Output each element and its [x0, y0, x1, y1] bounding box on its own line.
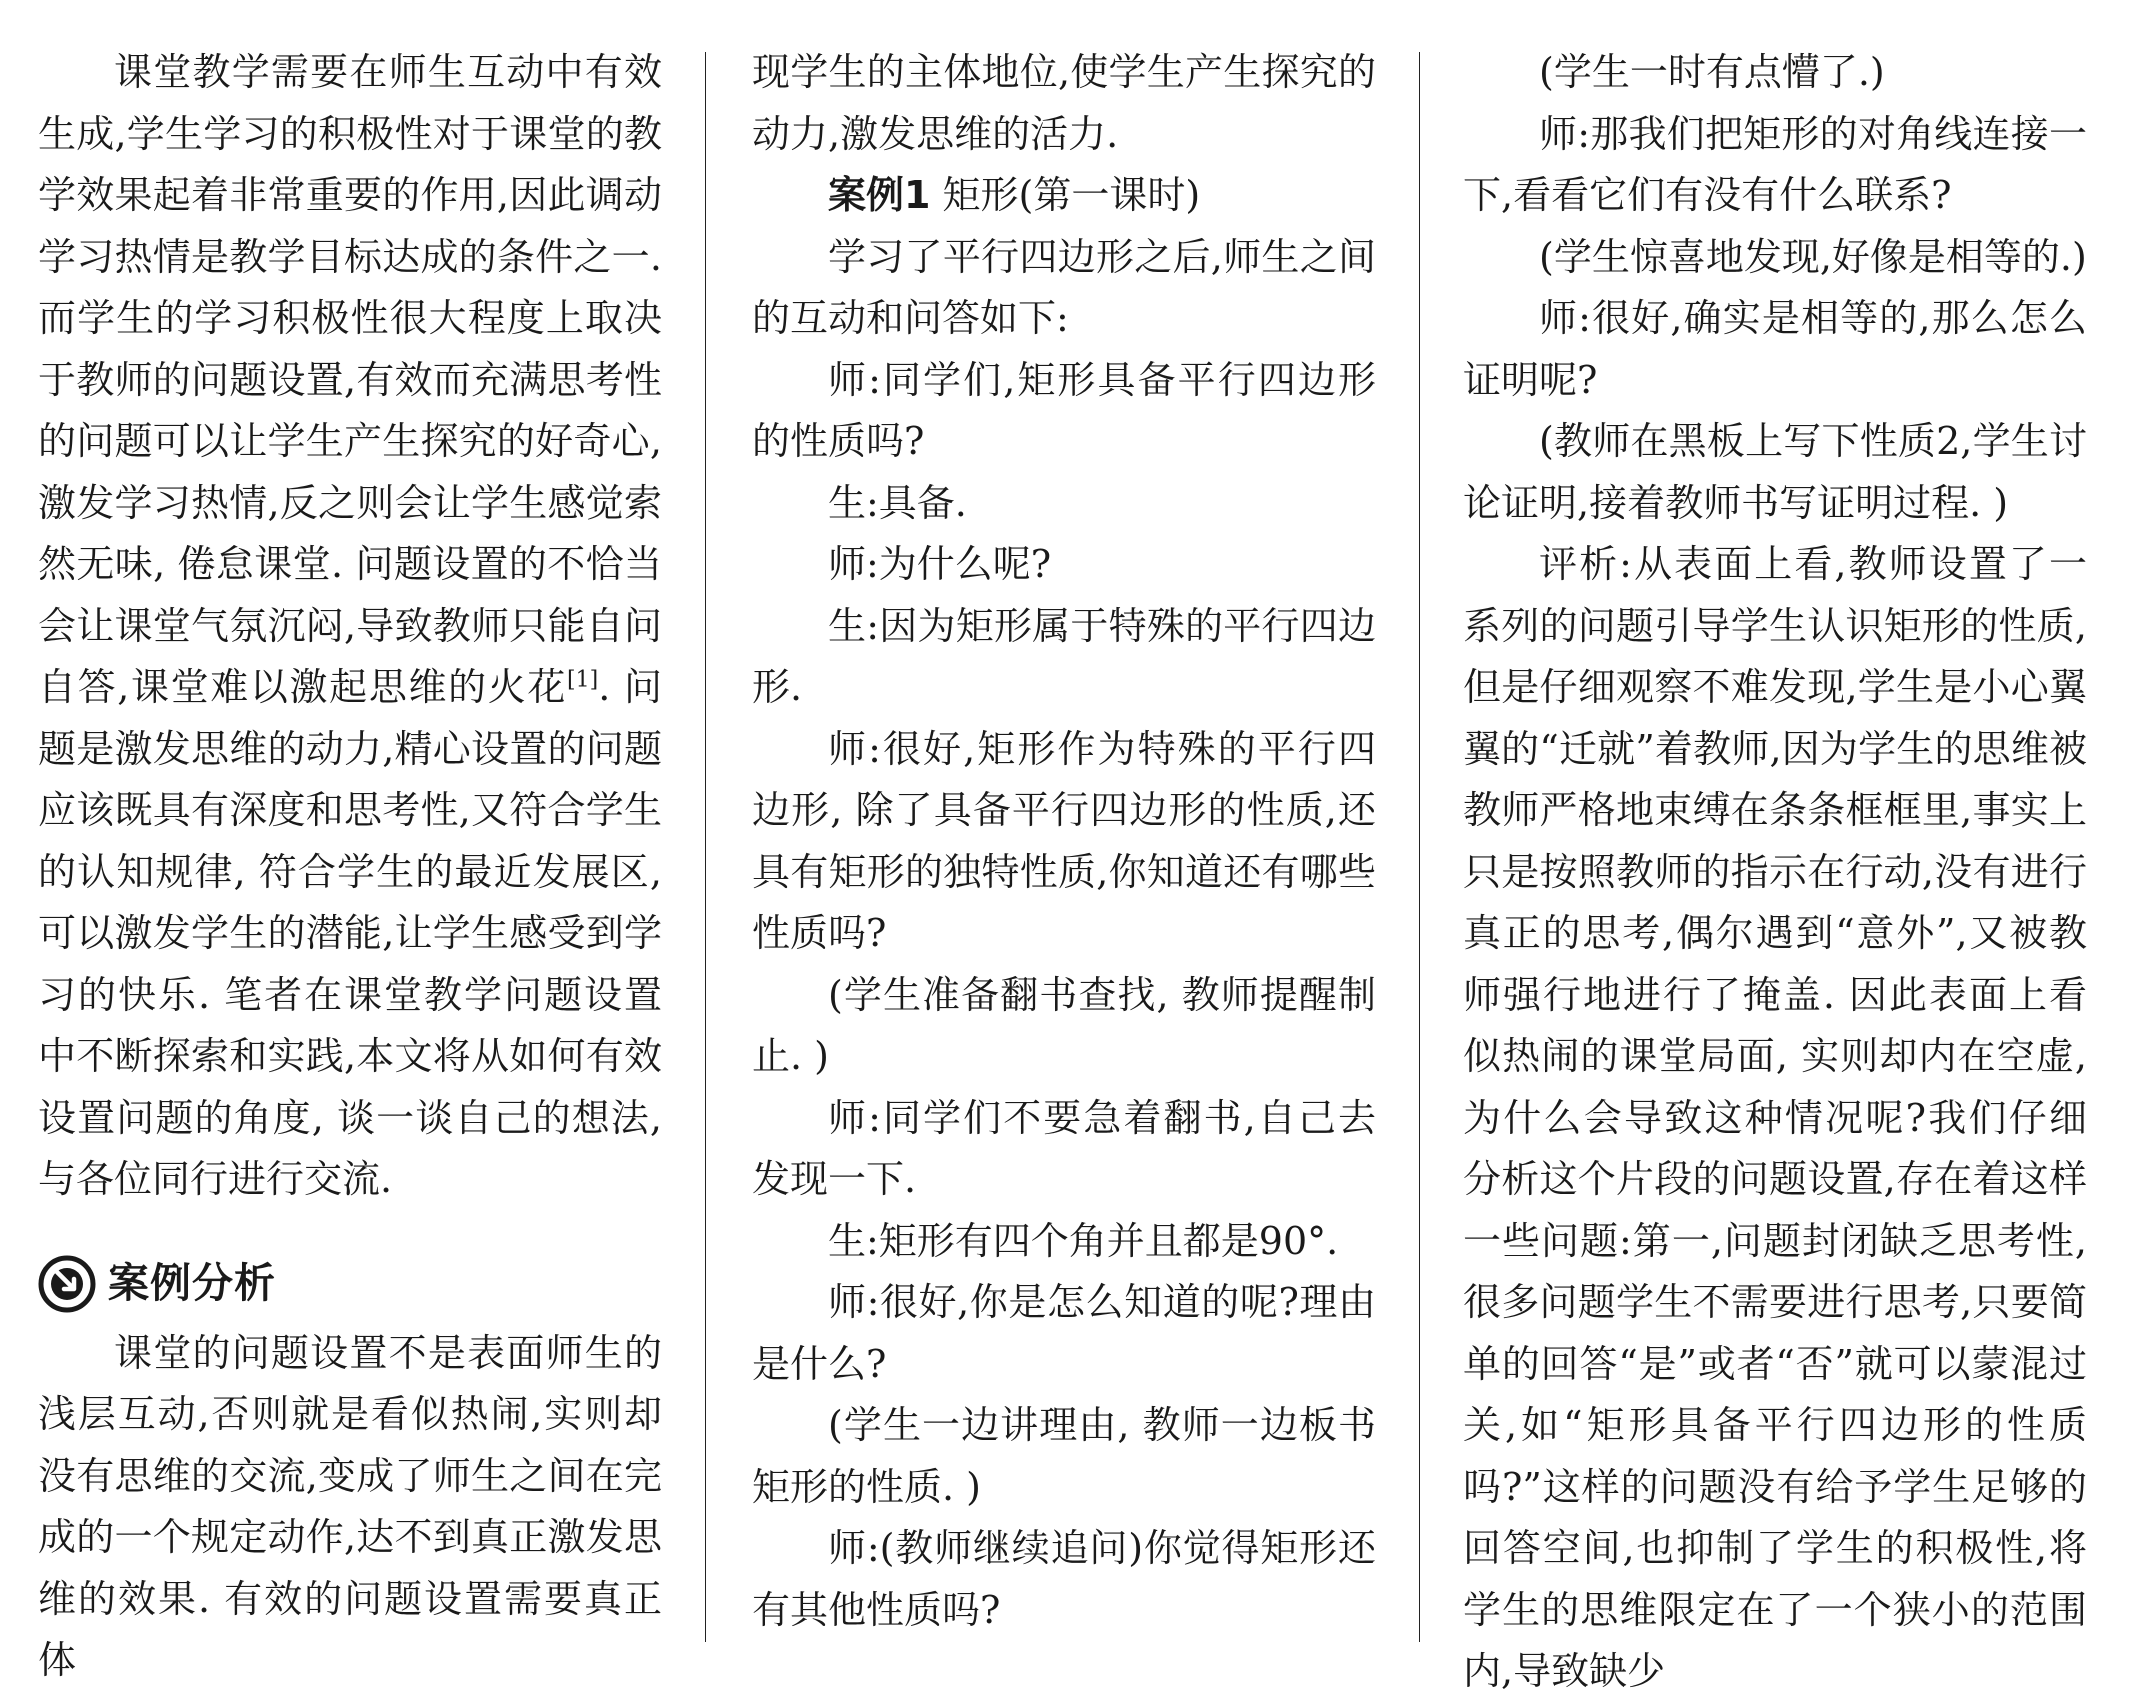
dialogue-line: 师:同学们,矩形具备平行四边形的性质吗?	[752, 357, 1376, 463]
dialogue-line: 生:矩形有四个角并且都是90°.	[828, 1218, 1339, 1263]
column-divider-1	[705, 52, 706, 1642]
dialogue-line: 学习了平行四边形之后,师生之间的互动和问答如下:	[752, 234, 1376, 340]
section-paragraph: 课堂的问题设置不是表面师生的浅层互动,否则就是看似热闹,实则却没有思维的交流,变成了师生之间在完成的一个规定动作,达不到真正激发思维的效果. 有效的问题设置需要真正体	[38, 1330, 662, 1682]
dialogue-line: (学生准备翻书查找, 教师提醒制止. )	[752, 972, 1376, 1078]
dialogue-line: (学生惊喜地发现,好像是相等的.)	[1539, 234, 2087, 279]
intro-text-a: 课堂教学需要在师生互动中有效生成,学生学习的积极性对于课堂的教学效果起着非常重要的作用,因此调动学习热情是教学目标达成的条件之一.而学生的学习积极性很大程度上取决于教师的问题设置,有效而充满思考性的问题可以让学生产生探究的好奇心,激发学习热情,反之则会让学生感觉索然无味, 倦怠课堂. 问题设置的不恰当会让课堂气氛沉闷,导致教师只能自问自答,课堂难以激起思维的火花	[38, 50, 662, 709]
dialogue-line: 师:同学们不要急着翻书,自己去发现一下.	[752, 1095, 1376, 1201]
dialogue-line: 师:(教师继续追问)你觉得矩形还有其他性质吗?	[752, 1526, 1376, 1632]
citation-mark: [1]	[567, 667, 599, 693]
dialogue-line: (教师在黑板上写下性质2,学生讨论证明,接着教师书写证明过程. )	[1463, 419, 2087, 525]
column-2	[752, 42, 1376, 1641]
analysis-paragraph: 评析:从表面上看,教师设置了一系列的问题引导学生认识矩形的性质,但是仔细观察不难发现,学生是小心翼翼的“迁就”着教师,因为学生的思维被教师严格地束缚在条条框框里,事实上只是按照教师的指示在行动,没有进行真正的思考,偶尔遇到“意外”,又被教师强行地进行了掩盖. 因此表面上看似热闹的课堂局面, 实则却内在空虚,为什么会导致这种情况呢?我们仔细分析这个片段的问题设置,存在着这样一些问题:第一,问题封闭缺乏思考性,很多问题学生不需要进行思考,只要简单的回答“是”或者“否”就可以蒙混过关,如“矩形具备平行四边形的性质吗?”这样的问题没有给予学生足够的回答空间,也抑制了学生的积极性,将学生的思维限定在了一个狭小的范围内,导致缺少	[1463, 542, 2087, 1693]
column-divider-2	[1419, 52, 1420, 1642]
dialogue-line: 生:因为矩形属于特殊的平行四边形.	[752, 603, 1376, 709]
dialogue-line: 师:很好,矩形作为特殊的平行四边形, 除了具备平行四边形的性质,还具有矩形的独特性质,你知道还有哪些性质吗?	[752, 726, 1376, 955]
case-heading	[752, 165, 1376, 227]
dialogue-line: (学生一边讲理由, 教师一边板书矩形的性质. )	[752, 1403, 1376, 1509]
circled-arrow-icon	[38, 1255, 96, 1313]
column-1	[38, 42, 662, 1692]
case-title: 矩形(第一课时)	[930, 173, 1201, 217]
section-title: 案例分析	[108, 1258, 276, 1307]
dialogue-line: 师:为什么呢?	[828, 542, 1052, 586]
column-3	[1463, 42, 2087, 1703]
dialogue-line: 师:很好,确实是相等的,那么怎么证明呢?	[1463, 296, 2087, 402]
dialogue-line: 师:很好,你是怎么知道的呢?理由是什么?	[752, 1280, 1376, 1386]
dialogue-line: 生:具备.	[828, 480, 967, 525]
continued-paragraph: 现学生的主体地位,使学生产生探究的动力,激发思维的活力.	[752, 50, 1376, 156]
intro-paragraph	[38, 42, 662, 1211]
dialogue-line: (学生一时有点懵了.)	[1539, 50, 1885, 94]
section-heading	[38, 1249, 662, 1319]
dialogue-line: 师:那我们把矩形的对角线连接一下,看看它们有没有什么联系?	[1463, 111, 2087, 217]
intro-text-b: . 问题是激发思维的动力,精心设置的问题应该既具有深度和思考性,又符合学生的认知规律, 符合学生的最近发展区,可以激发学生的潜能,让学生感受到学习的快乐. 笔者在课堂教学问题设置中不断探索和实践,本文将从如何有效设置问题的角度, 谈一谈自己的想法,与各位同行进行交流.	[38, 665, 662, 1201]
case-label: 案例1	[828, 173, 931, 217]
